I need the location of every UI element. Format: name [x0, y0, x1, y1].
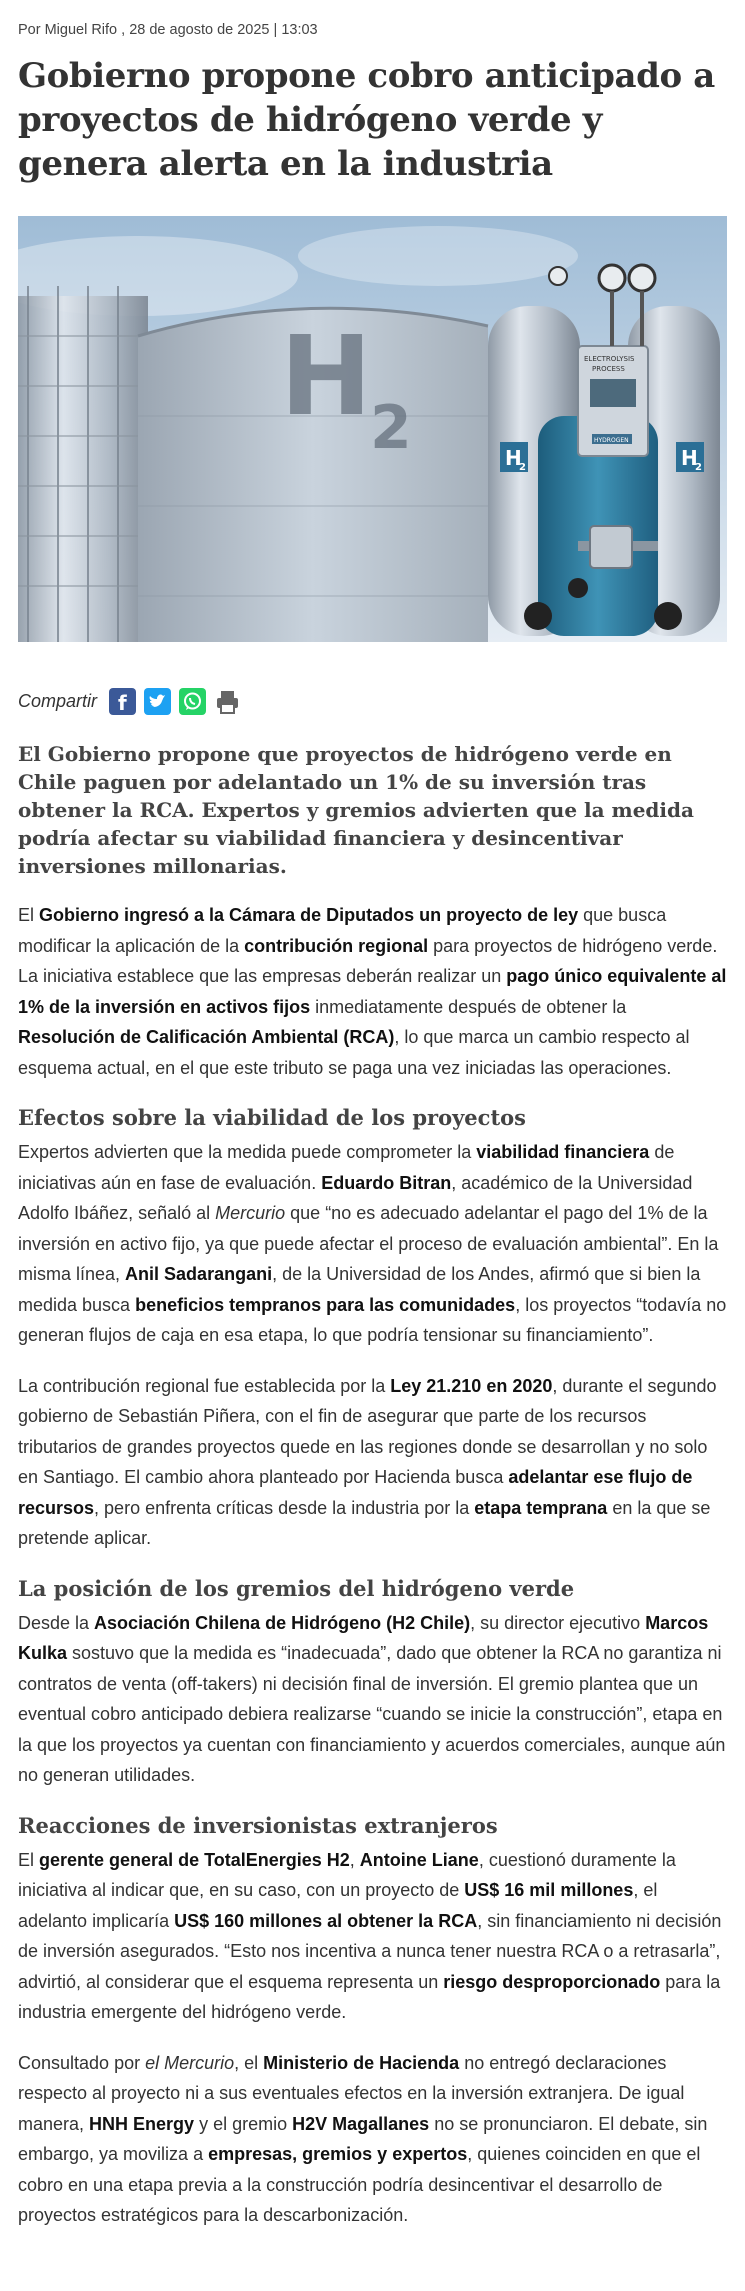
panel-title-line2: PROCESS [592, 365, 625, 373]
bold-phrase: pago único equivalente al 1% de la inversión en activos fijos [18, 966, 727, 1017]
subheading-viabilidad: Efectos sobre la viabilidad de los proyectos [18, 1105, 526, 1130]
twitter-share-button[interactable] [144, 688, 171, 715]
tank-h-label: H [280, 312, 373, 440]
tank-subscript-label: 2 [370, 393, 412, 463]
facebook-share-button[interactable] [109, 688, 136, 715]
text-run: sostuvo que la medida es “inadecuada”, dado que obtener la RCA no garantiza ni contratos de venta (off-takers) ni decisión final de inversión. El gremio plantea que un eventual cobro anticipado debiera realizarse “cuando se inicie la construcción”, etapa en la que los proyectos ya cuentan con financiamiento y acuerdos comerciales, aunque aún no generan utilidades. [18, 1643, 726, 1785]
bold-phrase: Gobierno ingresó a la Cámara de Diputados un proyecto de ley [39, 905, 579, 925]
whatsapp-share-button[interactable] [179, 688, 206, 715]
svg-text:f: f [118, 690, 127, 715]
text-run: , su director ejecutivo [470, 1612, 646, 1633]
subheading-gremios: La posición de los gremios del hidrógeno verde [18, 1575, 575, 1601]
bold-phrase: adelantar ese flujo de recursos [18, 1467, 693, 1518]
text-run: El [18, 905, 40, 925]
text-run: , el adelanto implicaría [18, 1880, 658, 1931]
share-bar [18, 686, 727, 716]
bold-phrase: beneficios tempranos para las comunidades [135, 1294, 516, 1315]
bold-phrase: Ministerio de Hacienda [263, 2052, 460, 2073]
paragraph-1 [18, 900, 727, 1083]
text-run: que busca modificar la aplicación de la [18, 905, 667, 956]
bold-phrase: Ley 21.210 en 2020 [390, 1375, 553, 1396]
bold-phrase: gerente general de TotalEnergies H2 [39, 1849, 350, 1870]
panel-plate-label: HYDROGEN [594, 437, 629, 444]
paragraph-5 [18, 1845, 727, 2028]
paragraph-4 [18, 1608, 727, 1791]
bold-phrase: contribución regional [244, 935, 429, 956]
text-run: de iniciativas aún en fase de evaluación. [18, 1142, 675, 1193]
text-run: , de la Universidad de los Andes, afirmó que si bien la medida busca [18, 1264, 701, 1315]
text-run: Expertos advierten que la medida puede comprometer la [18, 1142, 477, 1162]
left-cylinder-subscript: 2 [519, 462, 526, 473]
right-cylinder-subscript: 2 [695, 462, 702, 473]
share-label: Compartir [18, 690, 98, 711]
text-run: no entregó declaraciones respecto al proyecto ni a sus eventuales efectos en la inversión extranjera. De igual manera, [18, 2052, 685, 2134]
text-run: y el gremio [194, 2113, 293, 2134]
text-run: La contribución regional fue establecida por la [18, 1375, 391, 1396]
bold-phrase: Eduardo Bitran [321, 1172, 452, 1193]
paragraph-3 [18, 1371, 727, 1554]
article-title: Gobierno propone cobro anticipado a proyectos de hidrógeno verde y genera alerta en la industria [18, 56, 715, 184]
text-run: , el [234, 2052, 264, 2073]
text-run: no se pronunciaron. El debate, sin embargo, ya moviliza a [18, 2113, 708, 2164]
text-run: , [349, 1849, 360, 1870]
bold-phrase: viabilidad financiera [476, 1142, 650, 1162]
italic-phrase: el Mercurio [145, 2052, 235, 2073]
print-button[interactable] [214, 688, 241, 715]
hero-image [18, 216, 727, 642]
text-run: para la industria emergente del hidrógeno verde. [18, 1971, 721, 2022]
text-run: en la que se pretende aplicar. [18, 1497, 711, 1548]
bold-phrase: HNH Energy [89, 2113, 195, 2134]
text-run: , quienes coinciden en que el cobro en una etapa previa a la construcción podría desincentivar el desarrollo de proyectos estratégicos para la descarbonización. [18, 2144, 701, 2225]
subheading-inversionistas: Reacciones de inversionistas extranjeros [18, 1812, 498, 1838]
text-run: , los proyectos “todavía no generan flujos de caja en esa etapa, lo que podría tensionar su financiamiento”. [18, 1294, 727, 1345]
text-run: que “no es adecuado adelantar el pago del 1% de la inversión en activo fijo, ya que puede afectar el proceso de evaluación ambiental”. En la misma línea, [18, 1203, 719, 1284]
bold-phrase: H2V Magallanes [292, 2113, 430, 2134]
facebook-icon [109, 688, 136, 715]
text-run: , sin financiamiento ni decisión de inversión asegurados. “Esto nos incentiva a nunca tener nuestra RCA o a retrasarla”, advirtió, al considerar que el esquema representa un [18, 1910, 722, 1992]
paragraph-2 [18, 1137, 727, 1351]
hydrogen-plant-illustration [18, 216, 727, 642]
bold-phrase: etapa temprana [474, 1497, 608, 1518]
text-run: , lo que marca un cambio respecto al esquema actual, en el que este tributo se paga una vez iniciadas las operaciones. [18, 1027, 690, 1078]
byline: Por Miguel Rifo , 28 de agosto de 2025 | 13:03 [18, 22, 318, 38]
text-run: , cuestionó duramente la iniciativa al indicar que, en su caso, con un proyecto de [18, 1849, 676, 1900]
text-run: Consultado por [18, 2052, 146, 2073]
bold-phrase: Antoine Liane [359, 1849, 479, 1870]
bold-phrase: Anil Sadarangani [125, 1264, 273, 1284]
text-run: Desde la [18, 1612, 95, 1633]
bold-phrase: US$ 160 millones al obtener la RCA [174, 1910, 478, 1931]
italic-phrase: Mercurio [215, 1203, 286, 1223]
bold-phrase: Resolución de Calificación Ambiental (RCA) [18, 1027, 395, 1047]
text-run: , durante el segundo gobierno de Sebastián Piñera, con el fin de asegurar que parte de los recursos tributarios de grandes proyectos quede en las regiones donde se desarrollan y no solo en Santiago. El cambio ahora planteado por Hacienda busca [18, 1375, 717, 1487]
bold-phrase: Marcos Kulka [18, 1612, 709, 1663]
twitter-icon [144, 688, 171, 715]
text-run: , pero enfrenta críticas desde la industria por la [94, 1497, 475, 1518]
left-cylinder-h-label: H [505, 446, 522, 470]
text-run: para proyectos de hidrógeno verde. La iniciativa establece que las empresas deberán realizar un [18, 935, 718, 986]
right-cylinder-h-label: H [681, 446, 698, 470]
text-run: El [18, 1849, 40, 1870]
bold-phrase: empresas, gremios y expertos [208, 2144, 468, 2164]
bold-phrase: US$ 16 mil millones [464, 1880, 634, 1900]
text-run: , académico de la Universidad Adolfo Ibáñez, señaló al [18, 1172, 693, 1223]
bold-phrase: riesgo desproporcionado [443, 1971, 661, 1992]
bold-phrase: Asociación Chilena de Hidrógeno (H2 Chile) [94, 1612, 471, 1633]
text-run: inmediatamente después de obtener la [310, 996, 627, 1017]
panel-title-line1: ELECTROLYSIS [584, 355, 635, 363]
whatsapp-icon [179, 688, 206, 715]
printer-icon [214, 688, 241, 715]
article-lead: El Gobierno propone que proyectos de hidrógeno verde en Chile paguen por adelantado un 1% de su inversión tras obtener la RCA. Expertos y gremios advierten que la medida podría afectar su viabilidad financiera y desincentivar inversiones millonarias. [18, 742, 694, 878]
paragraph-6 [18, 2048, 727, 2231]
